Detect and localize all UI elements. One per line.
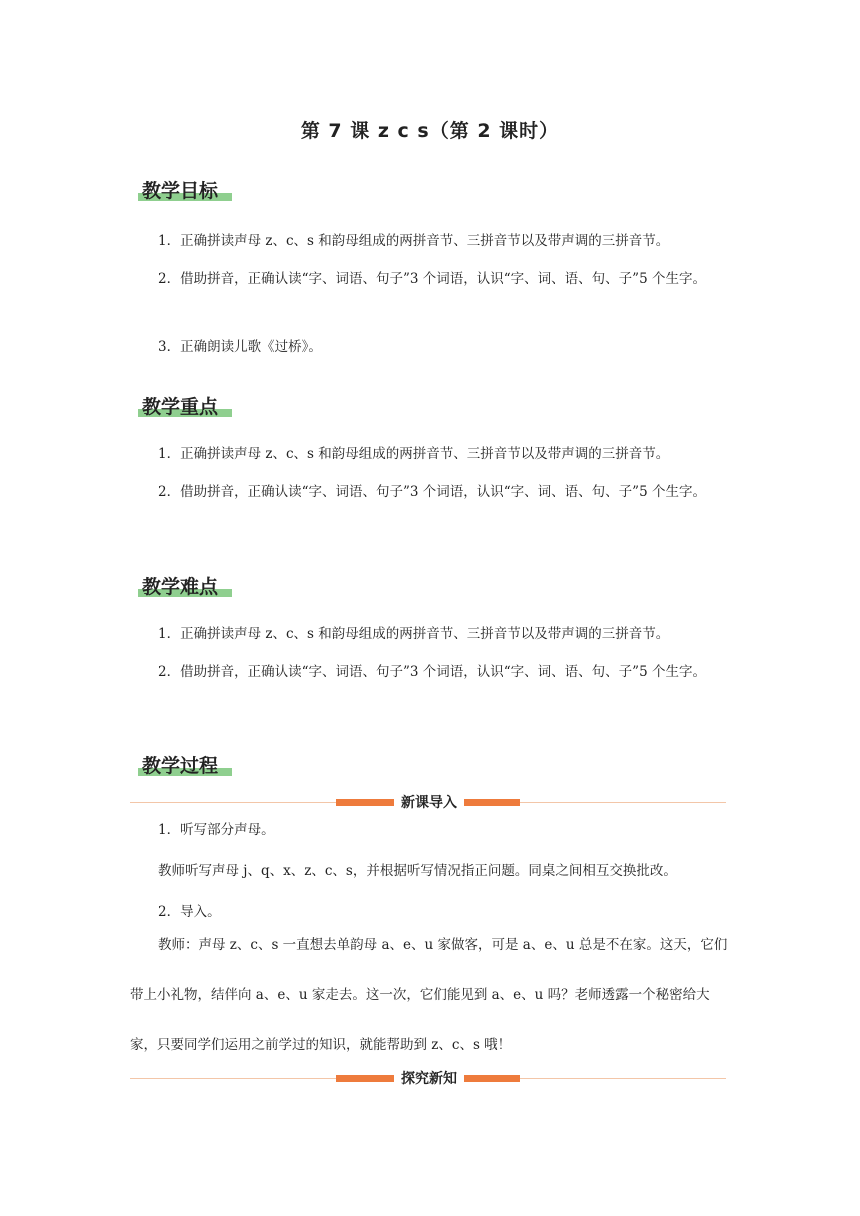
heading-text: 教学难点 [142,576,219,598]
process-item-2: 教师听写声母 j、q、x、z、c、s，并根据听写情况指正问题。同桌之间相互交换批改。 [158,863,677,879]
divider-label: 探究新知 [394,1069,464,1089]
key-point-item-1: 1．正确拼读声母 z、c、s 和韵母组成的两拼音节、三拼音节以及带声调的三拼音节。 [158,446,670,462]
heading-text: 教学目标 [142,180,219,202]
section-heading-process [138,751,218,778]
divider-accent-left [336,1075,394,1082]
process-item-4: 教师：声母 z、c、s 一直想去单韵母 a、e、u 家做客，可是 a、e、u 总是不在家。这天，它们带上小礼物，结伴向 a、e、u 家走去。这一次，它们能见到 a、e、u 吗？老师透露一个秘密给大家，只要同学们运用之前学过的知识，就能帮助到 z、c、s 哦！ [130,937,728,1053]
process-item-1: 1．听写部分声母。 [158,822,275,838]
divider-explore [130,1069,726,1089]
divider-accent-right [464,1075,520,1082]
goal-item-1: 1．正确拼读声母 z、c、s 和韵母组成的两拼音节、三拼音节以及带声调的三拼音节。 [158,233,670,249]
key-point-item-2: 2．借助拼音，正确认读“字、词语、句子”3 个词语，认识“字、词、语、句、子”5 个生字。 [158,484,706,500]
goal-item-2: 2．借助拼音，正确认读“字、词语、句子”3 个词语，认识“字、词、语、句、子”5 个生字。 [158,271,706,287]
section-heading-key-points [138,392,218,419]
goal-item-3: 3．正确朗读儿歌《过桥》。 [158,339,322,355]
page-title: 第 7 课 z c s（第 2 课时） [300,120,560,142]
difficulty-item-2: 2．借助拼音，正确认读“字、词语、句子”3 个词语，认识“字、词、语、句、子”5 个生字。 [158,664,706,680]
heading-text: 教学过程 [142,755,219,777]
divider-accent-right [464,799,520,806]
divider-accent-left [336,799,394,806]
section-heading-goals [138,176,218,203]
process-item-3: 2．导入。 [158,904,221,920]
heading-text: 教学重点 [142,396,219,418]
difficulty-item-1: 1．正确拼读声母 z、c、s 和韵母组成的两拼音节、三拼音节以及带声调的三拼音节。 [158,626,670,642]
divider-intro [130,793,726,813]
section-heading-difficulties [138,572,218,599]
divider-label: 新课导入 [394,793,464,813]
